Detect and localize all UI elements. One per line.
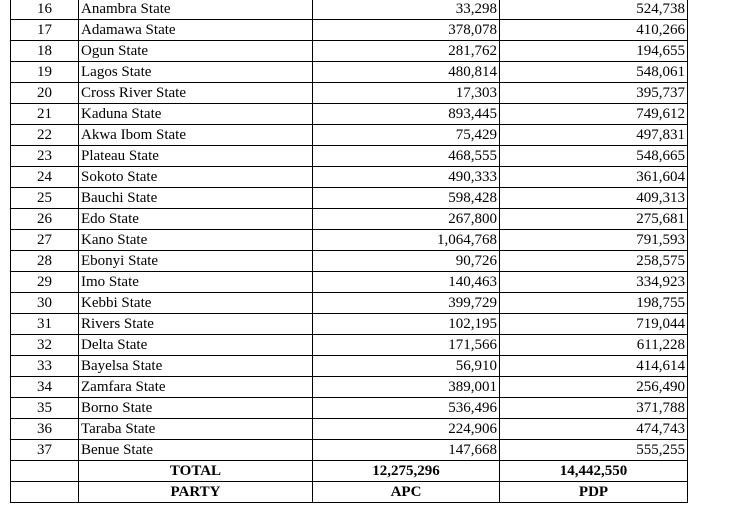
table-row	[11, 20, 688, 41]
party-label: PARTY	[79, 482, 313, 503]
apc-votes: 33,298	[313, 0, 500, 20]
party-header-row	[11, 482, 688, 503]
pdp-votes: 555,255	[500, 440, 688, 461]
apc-votes: 17,303	[313, 83, 500, 104]
state-name: Akwa Ibom State	[79, 125, 313, 146]
state-name: Borno State	[79, 398, 313, 419]
pdp-votes: 275,681	[500, 209, 688, 230]
row-number: 22	[11, 125, 79, 146]
table-row	[11, 188, 688, 209]
row-number: 16	[11, 0, 79, 20]
row-number: 36	[11, 419, 79, 440]
state-name: Bayelsa State	[79, 356, 313, 377]
state-name: Kebbi State	[79, 293, 313, 314]
row-number: 24	[11, 167, 79, 188]
pdp-votes: 497,831	[500, 125, 688, 146]
apc-votes: 1,064,768	[313, 230, 500, 251]
state-name: Adamawa State	[79, 20, 313, 41]
pdp-votes: 258,575	[500, 251, 688, 272]
row-number: 17	[11, 20, 79, 41]
row-number: 35	[11, 398, 79, 419]
state-name: Ogun State	[79, 41, 313, 62]
apc-votes: 281,762	[313, 41, 500, 62]
pdp-votes: 256,490	[500, 377, 688, 398]
table-row	[11, 83, 688, 104]
pdp-votes: 548,665	[500, 146, 688, 167]
row-number: 27	[11, 230, 79, 251]
state-name: Kano State	[79, 230, 313, 251]
row-number: 33	[11, 356, 79, 377]
row-number: 37	[11, 440, 79, 461]
state-name: Rivers State	[79, 314, 313, 335]
pdp-votes: 548,061	[500, 62, 688, 83]
pdp-votes: 334,923	[500, 272, 688, 293]
apc-votes: 267,800	[313, 209, 500, 230]
state-name: Bauchi State	[79, 188, 313, 209]
table-row	[11, 209, 688, 230]
table-row	[11, 272, 688, 293]
pdp-votes: 414,614	[500, 356, 688, 377]
pdp-votes: 194,655	[500, 41, 688, 62]
party-pdp-header: PDP	[500, 482, 688, 503]
apc-votes: 468,555	[313, 146, 500, 167]
pdp-votes: 409,313	[500, 188, 688, 209]
pdp-votes: 749,612	[500, 104, 688, 125]
table-row	[11, 251, 688, 272]
total-label: TOTAL	[79, 461, 313, 482]
apc-votes: 389,001	[313, 377, 500, 398]
results-table	[10, 0, 688, 503]
apc-votes: 90,726	[313, 251, 500, 272]
apc-votes: 140,463	[313, 272, 500, 293]
pdp-votes: 524,738	[500, 0, 688, 20]
pdp-votes: 791,593	[500, 230, 688, 251]
total-pdp: 14,442,550	[500, 461, 688, 482]
total-blank-cell	[11, 461, 79, 482]
pdp-votes: 719,044	[500, 314, 688, 335]
row-number: 30	[11, 293, 79, 314]
results-table-body	[11, 0, 688, 503]
pdp-votes: 410,266	[500, 20, 688, 41]
row-number: 19	[11, 62, 79, 83]
state-name: Ebonyi State	[79, 251, 313, 272]
table-row	[11, 356, 688, 377]
row-number: 28	[11, 251, 79, 272]
row-number: 32	[11, 335, 79, 356]
state-name: Benue State	[79, 440, 313, 461]
table-row	[11, 41, 688, 62]
row-number: 23	[11, 146, 79, 167]
row-number: 20	[11, 83, 79, 104]
apc-votes: 480,814	[313, 62, 500, 83]
pdp-votes: 395,737	[500, 83, 688, 104]
state-name: Zamfara State	[79, 377, 313, 398]
state-name: Cross River State	[79, 83, 313, 104]
table-row	[11, 62, 688, 83]
row-number: 25	[11, 188, 79, 209]
row-number: 21	[11, 104, 79, 125]
state-name: Taraba State	[79, 419, 313, 440]
apc-votes: 75,429	[313, 125, 500, 146]
row-number: 31	[11, 314, 79, 335]
apc-votes: 893,445	[313, 104, 500, 125]
apc-votes: 171,566	[313, 335, 500, 356]
table-row	[11, 398, 688, 419]
pdp-votes: 361,604	[500, 167, 688, 188]
party-blank-cell	[11, 482, 79, 503]
pdp-votes: 371,788	[500, 398, 688, 419]
table-row	[11, 293, 688, 314]
pdp-votes: 474,743	[500, 419, 688, 440]
state-name: Plateau State	[79, 146, 313, 167]
state-name: Lagos State	[79, 62, 313, 83]
apc-votes: 598,428	[313, 188, 500, 209]
state-name: Kaduna State	[79, 104, 313, 125]
apc-votes: 147,668	[313, 440, 500, 461]
apc-votes: 399,729	[313, 293, 500, 314]
apc-votes: 378,078	[313, 20, 500, 41]
table-row	[11, 230, 688, 251]
row-number: 18	[11, 41, 79, 62]
state-name: Imo State	[79, 272, 313, 293]
row-number: 34	[11, 377, 79, 398]
table-row	[11, 0, 688, 20]
table-row	[11, 167, 688, 188]
row-number: 29	[11, 272, 79, 293]
state-name: Edo State	[79, 209, 313, 230]
party-apc-header: APC	[313, 482, 500, 503]
pdp-votes: 611,228	[500, 335, 688, 356]
apc-votes: 224,906	[313, 419, 500, 440]
table-row	[11, 440, 688, 461]
apc-votes: 490,333	[313, 167, 500, 188]
total-row	[11, 461, 688, 482]
table-row	[11, 314, 688, 335]
table-row	[11, 146, 688, 167]
state-name: Anambra State	[79, 0, 313, 20]
apc-votes: 536,496	[313, 398, 500, 419]
state-name: Sokoto State	[79, 167, 313, 188]
apc-votes: 102,195	[313, 314, 500, 335]
table-row	[11, 125, 688, 146]
table-row	[11, 104, 688, 125]
table-row	[11, 377, 688, 398]
row-number: 26	[11, 209, 79, 230]
apc-votes: 56,910	[313, 356, 500, 377]
pdp-votes: 198,755	[500, 293, 688, 314]
table-row	[11, 335, 688, 356]
state-name: Delta State	[79, 335, 313, 356]
table-row	[11, 419, 688, 440]
total-apc: 12,275,296	[313, 461, 500, 482]
